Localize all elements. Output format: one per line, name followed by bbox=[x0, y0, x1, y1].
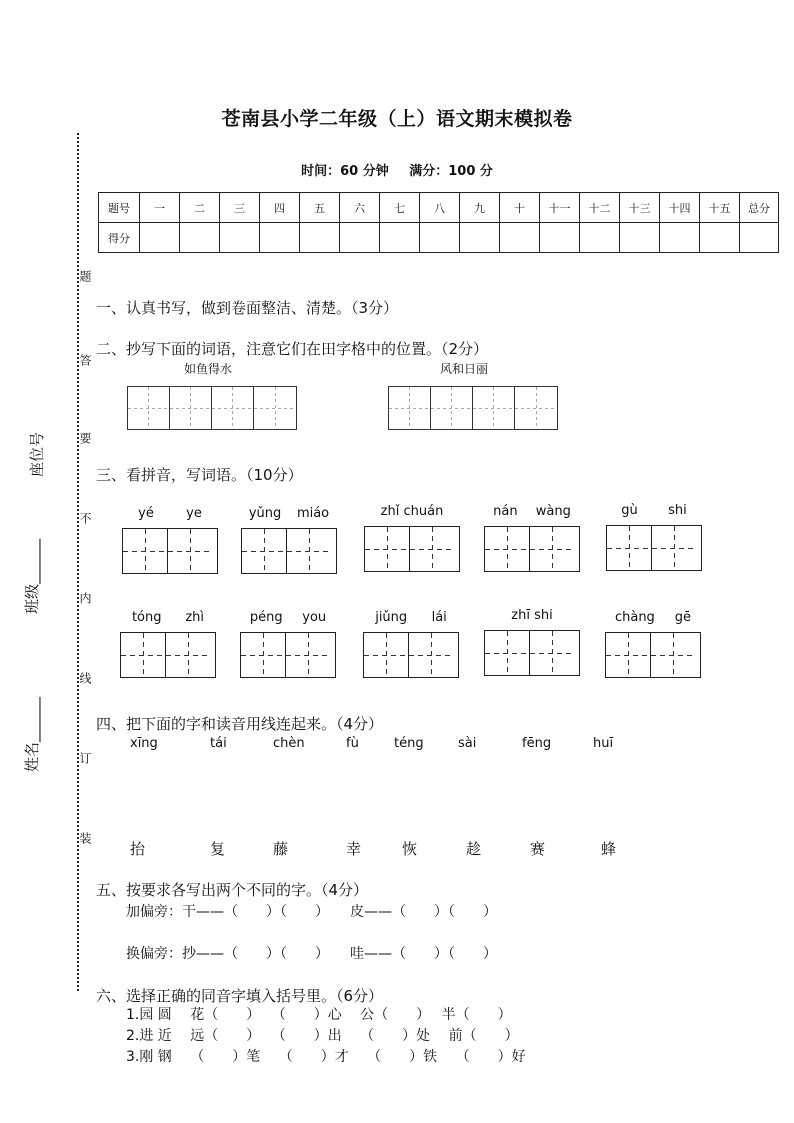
pinyin-syllable: gù bbox=[621, 503, 638, 518]
answer-box[interactable] bbox=[241, 528, 337, 574]
answer-box[interactable] bbox=[484, 630, 580, 676]
score-input-cell[interactable] bbox=[700, 223, 740, 253]
score-input-cell[interactable] bbox=[580, 223, 620, 253]
answer-box[interactable] bbox=[363, 632, 459, 678]
page-title: 苍南县小学二年级（上）语文期末模拟卷 bbox=[221, 108, 573, 130]
pinyin-word bbox=[363, 610, 459, 678]
binding-dotted-line bbox=[77, 133, 79, 991]
answer-cell[interactable] bbox=[241, 633, 286, 677]
answer-cell[interactable] bbox=[530, 631, 575, 675]
add-radical-line[interactable]: 加偏旁：干——（ ）（ ） 皮——（ ）（ ） bbox=[126, 904, 497, 920]
question-6: 六、选择正确的同音字填入括号里。（6分） bbox=[96, 987, 384, 1005]
pinyin-word bbox=[364, 504, 460, 572]
score-input-cell[interactable] bbox=[300, 223, 340, 253]
tianzige-cell[interactable] bbox=[254, 387, 296, 429]
answer-cell[interactable] bbox=[530, 527, 575, 571]
match-character[interactable]: 蜂 bbox=[601, 840, 617, 858]
score-table-header-row bbox=[99, 193, 779, 223]
answer-box[interactable] bbox=[364, 526, 460, 572]
answer-cell[interactable] bbox=[286, 633, 331, 677]
pinyin-word bbox=[484, 504, 580, 572]
pinyin-syllable: zhì bbox=[185, 610, 205, 625]
score-input-cell[interactable] bbox=[180, 223, 220, 253]
table-cell: 十四 bbox=[660, 193, 700, 223]
pinyin-syllable: zhǐ chuán bbox=[380, 504, 444, 519]
match-character[interactable]: 藤 bbox=[273, 840, 289, 858]
table-cell: 十三 bbox=[620, 193, 660, 223]
pinyin-syllable: yé bbox=[138, 506, 154, 521]
class-field[interactable]: 班级______ bbox=[23, 538, 42, 615]
pinyin-syllable: chàng bbox=[614, 610, 655, 625]
question-2: 二、抄写下面的词语，注意它们在田字格中的位置。（2分） bbox=[96, 340, 489, 358]
seat-number-label: 座位号 bbox=[28, 431, 47, 478]
answer-box[interactable] bbox=[240, 632, 336, 678]
answer-cell[interactable] bbox=[652, 526, 697, 570]
table-cell: 三 bbox=[220, 193, 260, 223]
pinyin-syllable: jiǔng bbox=[375, 610, 408, 625]
answer-box[interactable] bbox=[484, 526, 580, 572]
answer-cell[interactable] bbox=[607, 526, 652, 570]
pinyin-syllable: ye bbox=[186, 506, 202, 521]
score-input-cell[interactable] bbox=[620, 223, 660, 253]
table-cell: 十一 bbox=[540, 193, 580, 223]
tianzige-cell[interactable] bbox=[431, 387, 473, 429]
match-pinyin[interactable]: huī bbox=[593, 736, 614, 751]
match-character[interactable]: 趁 bbox=[466, 840, 482, 858]
score-input-cell[interactable] bbox=[540, 223, 580, 253]
pinyin-syllable: miáo bbox=[296, 506, 330, 521]
table-cell: 八 bbox=[420, 193, 460, 223]
pinyin-syllable: shi bbox=[668, 503, 687, 518]
question-5: 五、按要求各写出两个不同的字。（4分） bbox=[96, 881, 369, 899]
tianzige-cell[interactable] bbox=[389, 387, 431, 429]
table-cell: 十 bbox=[500, 193, 540, 223]
answer-cell[interactable] bbox=[410, 527, 455, 571]
table-cell: 四 bbox=[260, 193, 300, 223]
tianzige-cell[interactable] bbox=[128, 387, 170, 429]
score-table bbox=[98, 192, 779, 253]
pinyin-word bbox=[120, 610, 216, 678]
score-input-cell[interactable] bbox=[660, 223, 700, 253]
table-cell: 得分 bbox=[99, 223, 140, 253]
seal-char: 订 bbox=[78, 752, 92, 764]
table-cell: 十二 bbox=[580, 193, 620, 223]
answer-cell[interactable] bbox=[166, 633, 211, 677]
tianzige-grid[interactable] bbox=[388, 386, 558, 430]
question-1: 一、认真书写，做到卷面整洁、清楚。（3分） bbox=[96, 299, 399, 317]
tianzige-cell[interactable] bbox=[515, 387, 557, 429]
seal-char: 内 bbox=[78, 592, 92, 604]
seal-char: 不 bbox=[78, 512, 92, 524]
table-cell: 一 bbox=[140, 193, 180, 223]
score-input-cell[interactable] bbox=[380, 223, 420, 253]
exam-meta bbox=[0, 160, 794, 179]
score-input-cell[interactable] bbox=[420, 223, 460, 253]
pinyin-syllable: yǔng bbox=[248, 506, 282, 521]
pinyin-word bbox=[122, 506, 218, 574]
score-input-cell[interactable] bbox=[460, 223, 500, 253]
pinyin-syllable: tóng bbox=[131, 610, 162, 625]
copy-word-1: 如鱼得水 bbox=[184, 362, 233, 376]
table-cell: 十五 bbox=[700, 193, 740, 223]
score-input-cell[interactable] bbox=[220, 223, 260, 253]
seal-char: 装 bbox=[78, 832, 92, 844]
table-cell: 七 bbox=[380, 193, 420, 223]
table-cell: 六 bbox=[340, 193, 380, 223]
answer-cell[interactable] bbox=[121, 633, 166, 677]
answer-cell[interactable] bbox=[365, 527, 410, 571]
table-cell: 二 bbox=[180, 193, 220, 223]
tianzige-cell[interactable] bbox=[212, 387, 254, 429]
score-table-score-row bbox=[99, 223, 779, 253]
answer-cell[interactable] bbox=[485, 631, 530, 675]
answer-cell[interactable] bbox=[409, 633, 454, 677]
table-cell: 九 bbox=[460, 193, 500, 223]
answer-box[interactable] bbox=[605, 632, 701, 678]
homophone-line[interactable]: 2.进 近 远（ ） （ ）出 （ ）处 前（ ） bbox=[126, 1028, 519, 1044]
name-field[interactable]: 姓名______ bbox=[23, 696, 42, 773]
exam-time: 时间：60 分钟 bbox=[301, 164, 389, 179]
match-character[interactable]: 幸 bbox=[346, 840, 362, 858]
answer-cell[interactable] bbox=[287, 529, 332, 573]
answer-box[interactable] bbox=[122, 528, 218, 574]
match-pinyin[interactable]: fù bbox=[346, 736, 359, 751]
answer-cell[interactable] bbox=[485, 527, 530, 571]
match-pinyin[interactable]: sài bbox=[458, 736, 477, 751]
pinyin-word bbox=[606, 503, 702, 571]
answer-cell[interactable] bbox=[123, 529, 168, 573]
match-pinyin[interactable]: chèn bbox=[273, 736, 305, 751]
pinyin-syllable: wàng bbox=[535, 504, 571, 519]
pinyin-syllable: zhī shi bbox=[511, 608, 553, 623]
pinyin-syllable: nán bbox=[493, 504, 518, 519]
table-cell: 总分 bbox=[740, 193, 779, 223]
pinyin-syllable: you bbox=[302, 610, 327, 625]
answer-box[interactable] bbox=[120, 632, 216, 678]
match-character[interactable]: 复 bbox=[210, 840, 226, 858]
pinyin-word bbox=[605, 610, 701, 678]
answer-cell[interactable] bbox=[606, 633, 651, 677]
seal-char: 线 bbox=[78, 672, 92, 684]
homophone-line[interactable]: 1.园 圆 花（ ） （ ）心 公（ ） 半（ ） bbox=[126, 1007, 512, 1023]
seal-char: 题 bbox=[78, 270, 92, 282]
exam-full-score: 满分：100 分 bbox=[409, 164, 493, 179]
match-pinyin[interactable]: tái bbox=[210, 736, 227, 751]
match-pinyin[interactable]: téng bbox=[394, 736, 424, 751]
table-cell: 五 bbox=[300, 193, 340, 223]
question-3: 三、看拼音，写词语。（10分） bbox=[96, 466, 303, 484]
match-character[interactable]: 赛 bbox=[530, 840, 546, 858]
match-character[interactable]: 抬 bbox=[130, 840, 146, 858]
answer-cell[interactable] bbox=[242, 529, 287, 573]
pinyin-syllable: péng bbox=[249, 610, 283, 625]
table-cell: 题号 bbox=[99, 193, 140, 223]
score-input-cell[interactable] bbox=[740, 223, 779, 253]
tianzige-cell[interactable] bbox=[170, 387, 212, 429]
tianzige-cell[interactable] bbox=[473, 387, 515, 429]
pinyin-syllable: gē bbox=[674, 610, 692, 625]
score-input-cell[interactable] bbox=[140, 223, 180, 253]
match-pinyin[interactable]: fēng bbox=[522, 736, 552, 751]
score-input-cell[interactable] bbox=[340, 223, 380, 253]
score-input-cell[interactable] bbox=[500, 223, 540, 253]
tianzige-grid[interactable] bbox=[127, 386, 297, 430]
pinyin-word bbox=[240, 610, 336, 678]
seal-char: 要 bbox=[78, 432, 92, 444]
pinyin-syllable: lái bbox=[431, 610, 447, 625]
homophone-line[interactable]: 3.刚 钢 （ ）笔 （ ）才 （ ）铁 （ ）好 bbox=[126, 1049, 526, 1065]
copy-word-2: 风和日丽 bbox=[440, 362, 489, 376]
seal-char: 答 bbox=[78, 354, 92, 366]
match-pinyin[interactable]: xīng bbox=[130, 736, 158, 751]
answer-cell[interactable] bbox=[168, 529, 213, 573]
answer-cell[interactable] bbox=[651, 633, 696, 677]
score-input-cell[interactable] bbox=[260, 223, 300, 253]
pinyin-word bbox=[241, 506, 337, 574]
change-radical-line[interactable]: 换偏旁：抄——（ ）（ ） 哇——（ ）（ ） bbox=[126, 946, 497, 962]
match-character[interactable]: 恢 bbox=[402, 840, 418, 858]
answer-cell[interactable] bbox=[364, 633, 409, 677]
answer-box[interactable] bbox=[606, 525, 702, 571]
pinyin-word bbox=[484, 608, 580, 676]
question-4: 四、把下面的字和读音用线连起来。（4分） bbox=[96, 715, 384, 733]
